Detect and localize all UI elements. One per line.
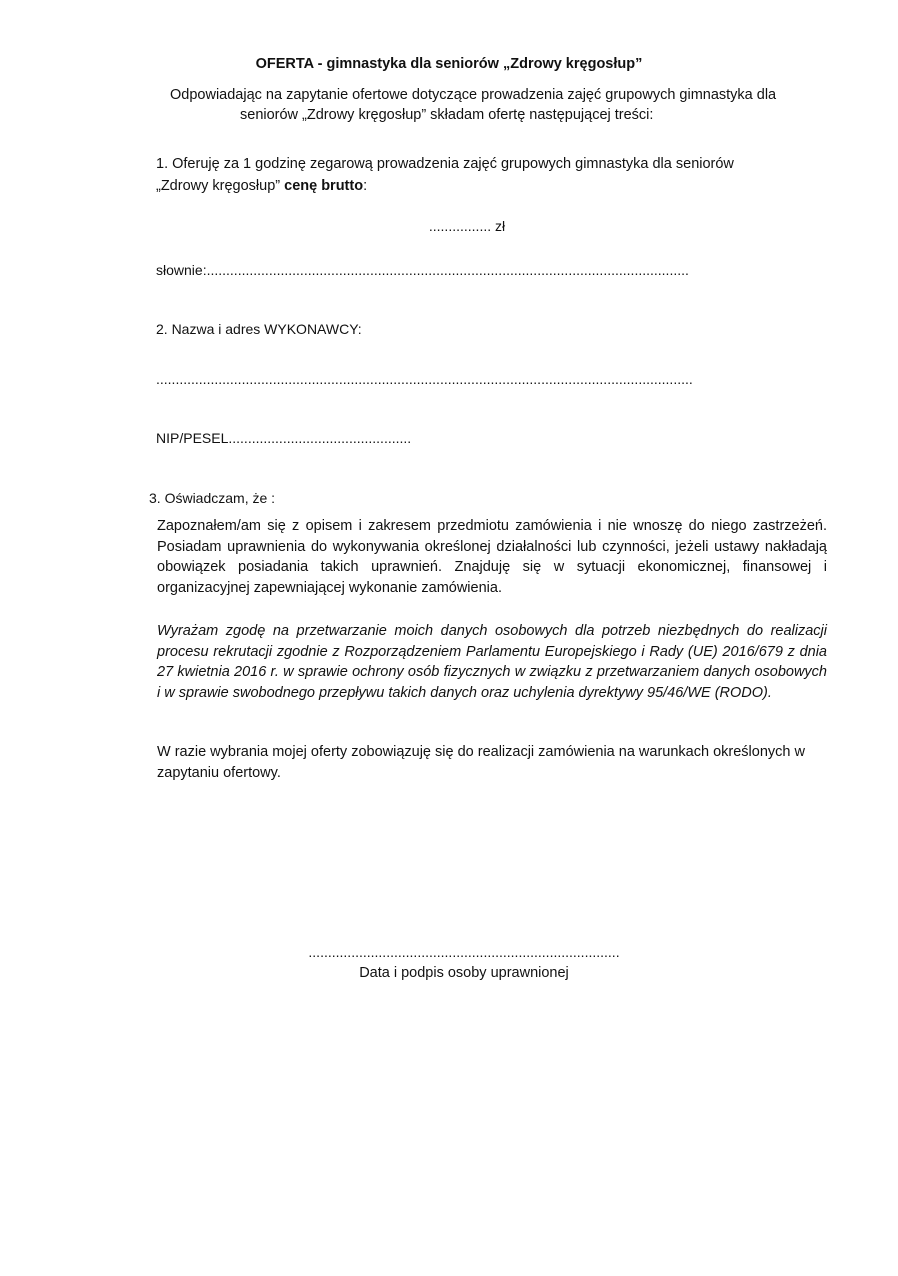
item-1-line-1: 1. Oferuję za 1 godzinę zegarową prowadzenia zajęć grupowych gimnastyka dla seniorów: [156, 156, 734, 172]
item-1-prefix: „Zdrowy kręgosłup”: [156, 178, 285, 194]
commitment-paragraph: W razie wybrania mojej oferty zobowiązuję się do realizacji zamówienia na warunkach określonych w zapytaniu ofertowy.: [157, 744, 805, 781]
amount-in-words-field[interactable]: słownie:............................................................................................................................: [156, 262, 689, 278]
gdpr-consent-paragraph: Wyrażam zgodę na przetwarzanie moich danych osobowych dla potrzeb niezbędnych do realizacji procesu rekrutacji zgodnie z Rozporządzeniem Parlamentu Europejskiego i Rady (UE) 2016/679 z dnia 27 kwietnia 2016 r. w sprawie ochrony osób fizycznych w związku z przetwarzaniem danych osobowych i w sprawie swobodnego przepływu takich danych oraz uchylenia dyrektywy 95/46/WE (RODO).: [157, 623, 827, 701]
document-title: OFERTA - gimnastyka dla seniorów „Zdrowy kręgosłup”: [255, 56, 643, 72]
item-2-heading: 2. Nazwa i adres WYKONAWCY:: [156, 321, 362, 337]
signature-field[interactable]: ................................................................................: [308, 944, 620, 960]
price-gross-label: cenę brutto: [284, 178, 364, 194]
price-field[interactable]: ................ zł: [428, 218, 506, 234]
item-1-suffix: :: [363, 178, 368, 194]
intro-line-1: Odpowiadając na zapytanie ofertowe dotyczące prowadzenia zajęć grupowych gimnastyka dla: [170, 87, 777, 103]
declaration-paragraph: Zapoznałem/am się z opisem i zakresem przedmiotu zamówienia i nie wnoszę do niego zastrzeżeń. Posiadam uprawnienia do wykonywania określonej działalności lub czynności, jeżeli ustawy nakładają obowiązek posiadania takich uprawnień. Znajduję się w sytuacji ekonomicznej, finansowej i organizacyjnej zapewniającej wykonanie zamówienia.: [157, 518, 827, 596]
item-3-heading: 3. Oświadczam, że :: [149, 490, 276, 506]
signature-label: Data i podpis osoby uprawnionej: [359, 965, 569, 981]
item-1-line-2: [156, 178, 367, 194]
nip-pesel-field[interactable]: NIP/PESEL...............................................: [156, 430, 412, 446]
intro-line-2: seniorów „Zdrowy kręgosłup” składam ofertę następującej treści:: [240, 107, 654, 123]
contractor-name-address-field[interactable]: ..........................................................................................................................................: [156, 371, 693, 387]
